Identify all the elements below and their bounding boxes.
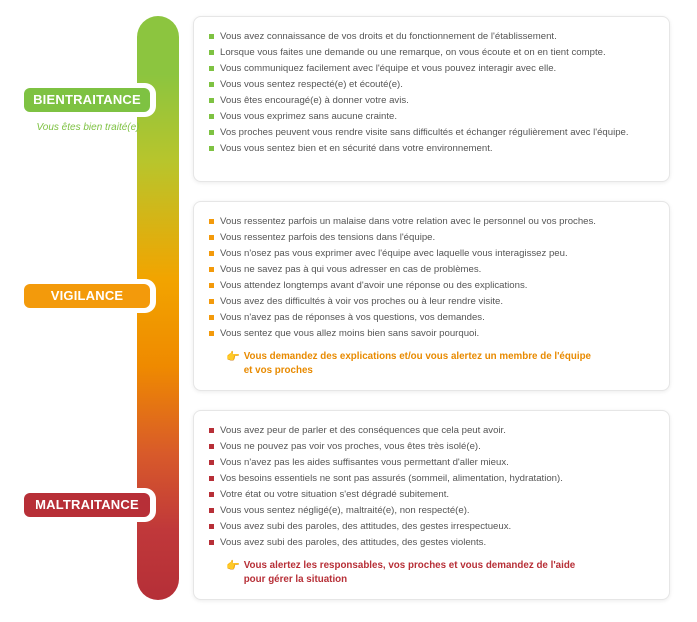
vigilance-cta-line-1: Vous demandez des explications et/ou vous alertez un membre de l'équipe	[243, 351, 592, 362]
maltraitance-call-to-action	[226, 559, 657, 587]
list-item: Vous ne savez pas à qui vous adresser en cas de problèmes.	[206, 263, 657, 276]
list-item: Lorsque vous faites une demande ou une remarque, on vous écoute et on en tient compte.	[206, 46, 657, 59]
list-item: Vous êtes encouragé(e) à donner votre avis.	[206, 94, 657, 107]
bientraitance-label	[21, 86, 153, 114]
bientraitance-label-text: BIENTRAITANCE	[24, 88, 150, 112]
vigilance-list	[206, 215, 657, 340]
list-item: Vous vous sentez bien et en sécurité dans votre environnement.	[206, 142, 657, 155]
bientraitance-subtitle: Vous êtes bien traité(e)	[36, 122, 140, 133]
list-item: Vous n'avez pas de réponses à vos questions, vos demandes.	[206, 311, 657, 324]
list-item: Vous avez des difficultés à voir vos proches ou à leur rendre visite.	[206, 295, 657, 308]
list-item: Vous ne pouvez pas voir vos proches, vous êtes très isolé(e).	[206, 440, 657, 453]
vigilance-cta-text	[244, 350, 591, 378]
maltraitance-label-text: MALTRAITANCE	[24, 493, 150, 517]
vigilance-label-text: VIGILANCE	[24, 284, 150, 308]
list-item: Vous vous sentez négligé(e), maltraité(e), non respecté(e).	[206, 504, 657, 517]
vigilance-card	[193, 201, 670, 391]
vigilance-cta-line-2: et vos proches	[243, 365, 313, 376]
list-item: Vous avez connaissance de vos droits et du fonctionnement de l'établissement.	[206, 30, 657, 43]
list-item: Vous vous exprimez sans aucune crainte.	[206, 110, 657, 123]
bientraitance-list	[206, 30, 657, 155]
maltraitance-cta-line-2: pour gérer la situation	[243, 574, 348, 585]
list-item: Vous vous sentez respecté(e) et écouté(e).	[206, 78, 657, 91]
list-item: Vous sentez que vous allez moins bien sans savoir pourquoi.	[206, 327, 657, 340]
maltraitance-cta-text	[244, 559, 576, 587]
list-item: Vous avez subi des paroles, des attitudes, des gestes violents.	[206, 536, 657, 549]
list-item: Vous n'osez pas vous exprimer avec l'équipe avec laquelle vous interagissez peu.	[206, 247, 657, 260]
list-item: Vous avez subi des paroles, des attitudes, des gestes irrespectueux.	[206, 520, 657, 533]
pointing-hand-icon: 👉	[226, 560, 240, 572]
list-item: Vos besoins essentiels ne sont pas assurés (sommeil, alimentation, hydratation).	[206, 472, 657, 485]
list-item: Votre état ou votre situation s'est dégradé subitement.	[206, 488, 657, 501]
bientraitance-card	[193, 16, 670, 182]
list-item: Vous ressentez parfois un malaise dans votre relation avec le personnel ou vos proches.	[206, 215, 657, 228]
maltraitance-list	[206, 424, 657, 549]
vigilance-call-to-action	[226, 350, 657, 378]
list-item: Vous avez peur de parler et des conséquences que cela peut avoir.	[206, 424, 657, 437]
list-item: Vous communiquez facilement avec l'équipe et vous pouvez interagir avec elle.	[206, 62, 657, 75]
list-item: Vous attendez longtemps avant d'avoir une réponse ou des explications.	[206, 279, 657, 292]
maltraitance-cta-line-1: Vous alertez les responsables, vos proches et vous demandez de l'aide	[243, 560, 576, 571]
vigilance-label	[21, 282, 153, 310]
list-item: Vous n'avez pas les aides suffisantes vous permettant d'aller mieux.	[206, 456, 657, 469]
maltraitance-card	[193, 410, 670, 600]
list-item: Vos proches peuvent vous rendre visite sans difficultés et échanger régulièrement avec l'équipe.	[206, 126, 657, 139]
list-item: Vous ressentez parfois des tensions dans l'équipe.	[206, 231, 657, 244]
maltraitance-label	[21, 491, 153, 519]
pointing-hand-icon: 👉	[226, 351, 240, 363]
